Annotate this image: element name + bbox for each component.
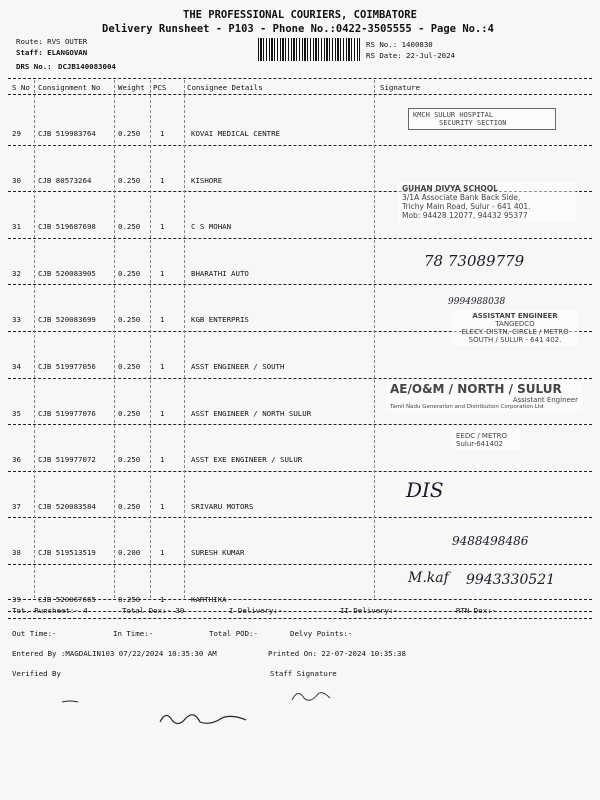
row-weight: 0.250 (118, 595, 141, 604)
row-pcs: 1 (160, 222, 165, 232)
header-rule-top (8, 78, 592, 79)
row-separator (8, 424, 592, 425)
row-weight: 0.250 (118, 501, 141, 511)
row-pcs: 1 (160, 268, 165, 278)
col-pcs: PCS (153, 83, 167, 92)
metro-stamp-line1: EEDC / METRO (456, 432, 508, 440)
row-sno: 33 (12, 315, 21, 325)
row-weight: 0.200 (118, 548, 141, 558)
row-separator (8, 145, 592, 146)
metro-stamp (452, 430, 520, 450)
row-weight: 0.250 (118, 175, 141, 185)
row-sno: 38 (12, 548, 21, 558)
printed-on: Printed On: 22-07-2024 10:35:38 (268, 649, 406, 658)
out-time: Out Time:- (12, 629, 57, 638)
in-time: In Time:- (113, 629, 154, 638)
row-consignee: SRIVARU MOTORS (191, 501, 254, 511)
row-pcs: 1 (160, 501, 165, 511)
row-consignee: BHARATHI AUTO (191, 268, 249, 278)
row-weight: 0.250 (118, 129, 141, 138)
runsheet-heading: Delivery Runsheet - P103 - Phone No.:0422-3505555 - Page No.:4 (102, 23, 494, 35)
handwritten-phone-row34: 9994988038 (448, 297, 506, 307)
rtn-dox: RTN Dox:- (456, 606, 497, 615)
handwritten-signature-row37: DIS (406, 478, 444, 502)
school-stamp-line1: GUHAN DIVYA SCHOOL (402, 184, 498, 193)
row-pcs: 1 (160, 455, 165, 465)
handwritten-signature-row39: M.kaf (408, 570, 449, 586)
barcode (258, 38, 360, 61)
row-consignee: KISHORE (191, 175, 223, 185)
kmch-stamp (408, 108, 556, 130)
col-consignment: Consignment No (38, 83, 101, 92)
row-pcs: 1 (160, 315, 165, 325)
school-stamp (398, 182, 576, 222)
row-consignee: KOVAI MEDICAL CENTRE (191, 129, 280, 138)
verifier-signature (160, 715, 246, 724)
row-sno: 35 (12, 408, 21, 418)
bottom-signatures (0, 680, 600, 760)
footer-rule-mid (8, 618, 592, 619)
row-consignee: KGB ENTERPRIS (191, 315, 249, 325)
row-separator (8, 284, 592, 285)
column-divider (114, 80, 115, 598)
north-sulur-stamp-line3: Tamil Nadu Generation and Distribution Corporation Ltd (390, 404, 544, 410)
row-weight: 0.250 (118, 222, 141, 232)
staff-signature: Staff Signature (270, 669, 337, 678)
row-sno: 29 (12, 129, 21, 138)
row-consignee: SURESH KUMAR (191, 548, 245, 558)
col-details: Consignee Details (187, 83, 263, 92)
drs-label: DRS No.: (16, 62, 52, 71)
kmch-stamp-line2: SECURITY SECTION (439, 119, 507, 127)
row-consignee: ASST EXE ENGINEER / SULUR (191, 455, 303, 465)
row-pcs: 1 (160, 548, 165, 558)
row-consignee: KARTHIKA (191, 595, 227, 604)
school-stamp-line2: 3/1A Associate Bank Back Side, (402, 193, 521, 202)
row-weight: 0.250 (118, 455, 141, 465)
row-pcs: 1 (160, 362, 165, 371)
column-divider (374, 80, 375, 598)
row-sno: 31 (12, 222, 21, 232)
row-consignment-no: CJB 519977072 (38, 455, 96, 465)
row-sno: 37 (12, 501, 21, 511)
row-sno: 30 (12, 175, 21, 185)
verifier-signature-stroke (62, 701, 78, 702)
column-divider (150, 80, 151, 598)
row-consignment-no: CJB 520083905 (38, 268, 96, 278)
row-consignment-no: CJB 519983764 (38, 129, 96, 138)
row-separator (8, 517, 592, 518)
row-consignment-no: CJB 519687698 (38, 222, 96, 232)
row-separator (8, 564, 592, 565)
delvy-points: Delvy Points:- (290, 629, 353, 638)
row-pcs: 1 (160, 408, 165, 418)
handwritten-phone-row32: 78 73089779 (424, 252, 525, 270)
row-weight: 0.250 (118, 268, 141, 278)
row-sno: 39 (12, 595, 21, 604)
rs-number: RS No.: 1400830 (366, 40, 433, 49)
entered-by: Entered By :MAGDALIN103 07/22/2024 10:35:30 AM (12, 649, 217, 658)
row-consignment-no: CJB 80573264 (38, 175, 92, 185)
tangedco-stamp-line2: TANGEDCO (495, 320, 535, 328)
row-separator (8, 471, 592, 472)
header-rule-bottom (8, 94, 592, 95)
north-sulur-stamp-line2: Assistant Engineer (512, 396, 578, 404)
verified-by: Verified By (12, 669, 61, 678)
drs-number: DCJB140083004 (58, 62, 116, 71)
handwritten-phone-row39: 9943330521 (466, 572, 556, 588)
rs-date: RS Date: 22-Jul-2024 (366, 51, 455, 60)
row-consignment-no: CJB 519977076 (38, 408, 96, 418)
handwritten-phone-row38: 9488498486 (452, 534, 529, 548)
row-consignment-no: CJB 520083699 (38, 315, 96, 325)
tangedco-stamp-line1: ASSISTANT ENGINEER (472, 312, 558, 320)
school-stamp-line3: Trichy Main Road, Sulur - 641 401. (402, 202, 531, 211)
row-sno: 34 (12, 362, 21, 371)
row-weight: 0.250 (118, 315, 141, 325)
i-delivery: I Delivery:- (229, 606, 283, 615)
col-sno: S No (12, 83, 30, 92)
footer-rule-top (8, 599, 592, 600)
row-pcs: 1 (160, 595, 165, 604)
row-consignment-no: CJB 520067665 (38, 595, 96, 604)
north-sulur-stamp-line1: AE/O&M / NORTH / SULUR (390, 382, 562, 396)
total-dox: Total Dox:- 39 (122, 606, 185, 615)
school-stamp-line4: Mob: 94428 12077, 94432 95377 (402, 211, 528, 220)
total-pod: Total POD:- (209, 629, 258, 638)
staff-signature-mark (292, 693, 330, 701)
col-signature: Signature (380, 83, 421, 92)
north-sulur-stamp (386, 380, 582, 412)
route: Route: RVS OUTER (16, 37, 88, 46)
metro-stamp-line2: Sulur-641402 (456, 440, 503, 448)
row-separator (8, 611, 592, 612)
column-divider (34, 80, 35, 598)
tangedco-stamp-line3: ELECY. DISTN. CIRCLE / METRO (461, 328, 569, 336)
row-consignment-no: CJB 520083584 (38, 501, 96, 511)
row-consignment-no: CJB 519977056 (38, 362, 96, 371)
row-consignee: C S MOHAN (191, 222, 232, 232)
column-divider (184, 80, 185, 598)
row-consignee: ASST ENGINEER / NORTH SULUR (191, 408, 312, 418)
row-pcs: 1 (160, 129, 165, 138)
ii-delivery: II Delivery:- (340, 606, 398, 615)
row-sno: 32 (12, 268, 21, 278)
tot-runsheet: Tot. Runsheet:- 4 (12, 606, 88, 615)
staff: Staff: ELANGOVAN (16, 48, 88, 57)
row-separator (8, 238, 592, 239)
tangedco-stamp-line4: SOUTH / SULUR - 641 402. (468, 336, 562, 344)
row-separator (8, 378, 592, 379)
col-weight: Weight (118, 83, 145, 92)
row-consignee: ASST ENGINEER / SOUTH (191, 362, 285, 371)
row-weight: 0.250 (118, 362, 141, 371)
row-pcs: 1 (160, 175, 165, 185)
row-consignment-no: CJB 519513519 (38, 548, 96, 558)
tangedco-stamp (452, 310, 578, 346)
row-weight: 0.250 (118, 408, 141, 418)
kmch-stamp-line1: KMCH SULUR HOSPITAL (413, 111, 494, 119)
row-sno: 36 (12, 455, 21, 465)
company-title: THE PROFESSIONAL COURIERS, COIMBATORE (183, 9, 417, 21)
